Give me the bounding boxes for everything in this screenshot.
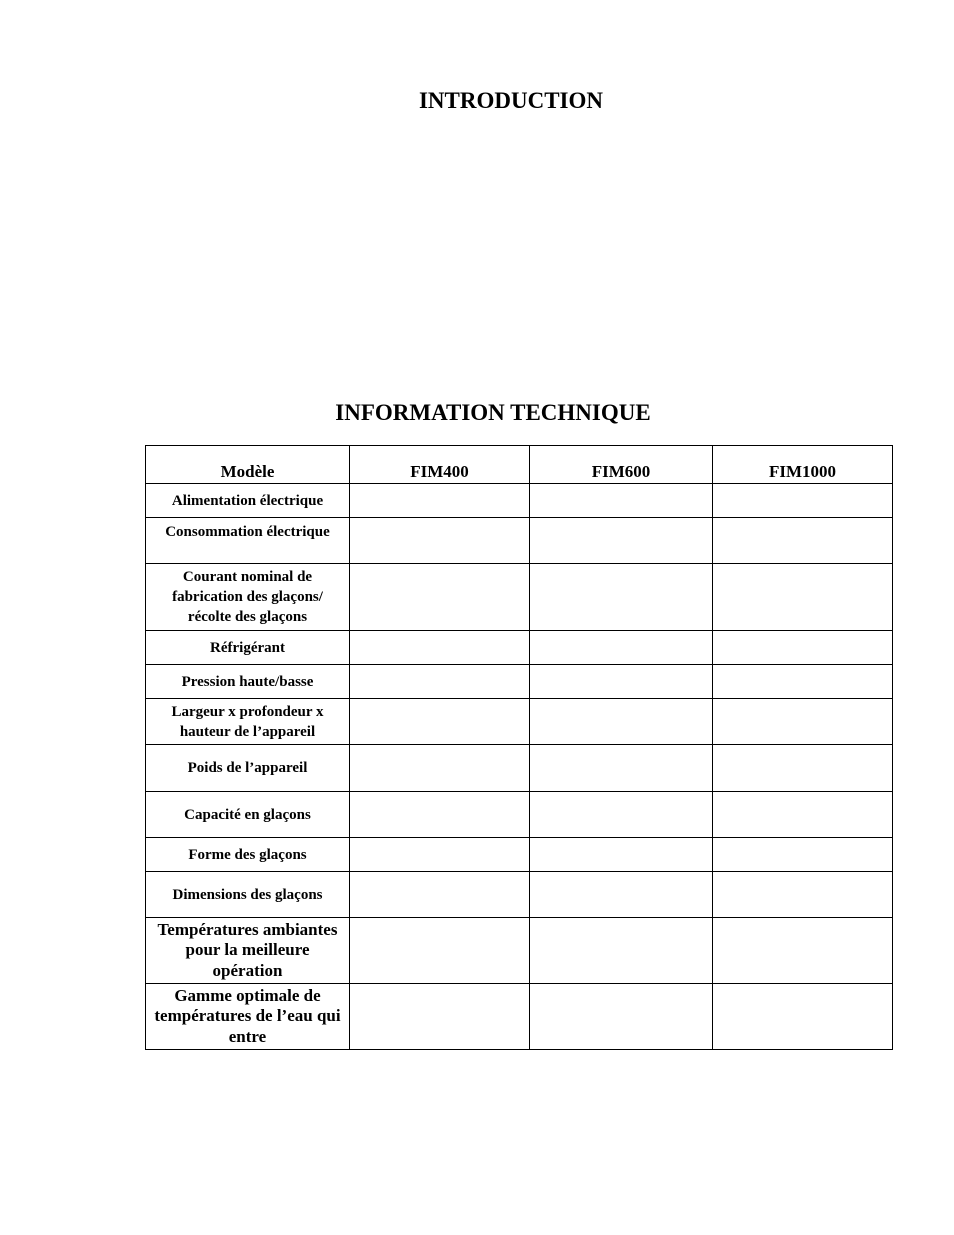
table-row: [146, 984, 893, 1050]
row-label: Pression haute/basse: [146, 665, 350, 699]
table-cell: [530, 518, 713, 564]
table-cell: [350, 745, 530, 792]
table-cell: [350, 792, 530, 838]
table-row: [146, 564, 893, 631]
table-cell: [713, 872, 893, 918]
table-cell: [713, 631, 893, 665]
table-cell: [530, 792, 713, 838]
table-cell: [713, 745, 893, 792]
table-row: [146, 838, 893, 872]
header-fim1000: FIM1000: [713, 446, 893, 484]
row-label: Consommation électrique: [146, 518, 350, 564]
header-model: Modèle: [146, 446, 350, 484]
row-label: Forme des glaçons: [146, 838, 350, 872]
table-cell: [713, 984, 893, 1050]
table-row: [146, 518, 893, 564]
technical-spec-table: [145, 445, 893, 1050]
row-label: Gamme optimale de températures de l’eau qui entre: [146, 984, 350, 1050]
table-cell: [713, 792, 893, 838]
table-cell: [350, 518, 530, 564]
table-cell: [530, 699, 713, 745]
table-cell: [350, 564, 530, 631]
row-label: Capacité en glaçons: [146, 792, 350, 838]
table-cell: [350, 984, 530, 1050]
row-label: Dimensions des glaçons: [146, 872, 350, 918]
table-cell: [530, 484, 713, 518]
table-cell: [530, 984, 713, 1050]
header-fim400: FIM400: [350, 446, 530, 484]
row-label: Réfrigérant: [146, 631, 350, 665]
table-cell: [713, 838, 893, 872]
row-label: Courant nominal de fabrication des glaçons/ récolte des glaçons: [146, 564, 350, 631]
introduction-title: INTRODUCTION: [418, 88, 604, 113]
table-cell: [713, 518, 893, 564]
row-label: Largeur x profondeur x hauteur de l’appareil: [146, 699, 350, 745]
table-cell: [530, 745, 713, 792]
table-cell: [530, 918, 713, 984]
table-cell: [530, 631, 713, 665]
table-cell: [350, 918, 530, 984]
table-cell: [530, 872, 713, 918]
table-cell: [530, 838, 713, 872]
table-cell: [713, 665, 893, 699]
table-row: [146, 484, 893, 518]
table-cell: [350, 872, 530, 918]
table-cell: [713, 699, 893, 745]
table-row: [146, 792, 893, 838]
table-cell: [350, 631, 530, 665]
table-row: [146, 699, 893, 745]
table-cell: [713, 918, 893, 984]
table-row: [146, 745, 893, 792]
table-row: [146, 918, 893, 984]
header-fim600: FIM600: [530, 446, 713, 484]
table-header-row: [146, 446, 893, 484]
row-label: Poids de l’appareil: [146, 745, 350, 792]
table-cell: [350, 838, 530, 872]
technical-info-title: INFORMATION TECHNIQUE: [335, 400, 651, 425]
row-label: Alimentation électrique: [146, 484, 350, 518]
table-cell: [350, 665, 530, 699]
table-cell: [713, 564, 893, 631]
table-row: [146, 872, 893, 918]
table-row: [146, 631, 893, 665]
table-cell: [713, 484, 893, 518]
table-cell: [530, 665, 713, 699]
table-cell: [350, 699, 530, 745]
table-cell: [530, 564, 713, 631]
table-cell: [350, 484, 530, 518]
row-label: Températures ambiantes pour la meilleure opération: [146, 918, 350, 984]
table-row: [146, 665, 893, 699]
